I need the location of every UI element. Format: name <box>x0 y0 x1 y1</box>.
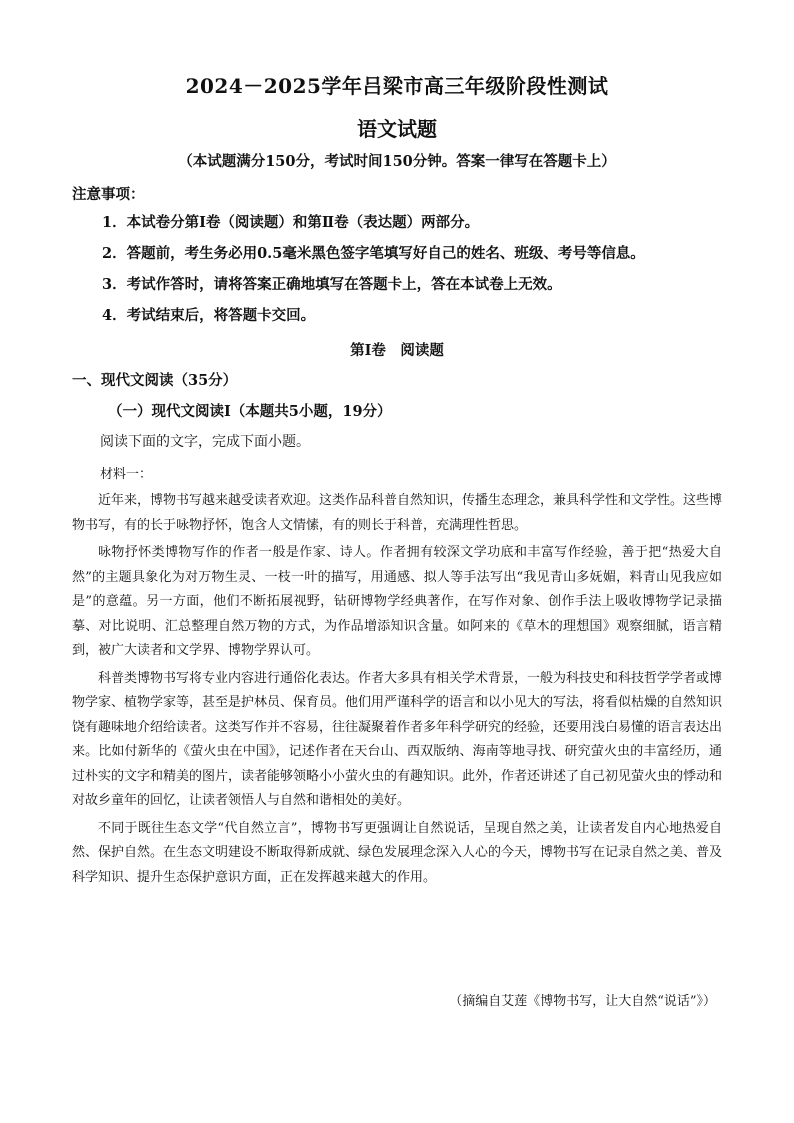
exam-title: 2024－2025学年吕梁市高三年级阶段性测试 <box>185 74 609 98</box>
notice-item: 4．考试结束后，将答题卡交回。 <box>102 307 316 324</box>
paragraph: 科普类博物书写将专业内容进行通俗化表达。作者大多具有相关学术背景，一般为科技史和科技哲学学者或博物学家、植物学家等，甚至是护林员、保育员。他们用严谨科学的语言和以小见大的写法，将看似枯燥的自然知识饶有趣味地介绍给读者。这类写作并不容易，往往凝聚着作者多年科学研究的经验，还要用浅白易懂的语言表达出来。比如付新华的《萤火虫在中国》，记述作者在天台山、西双版纳、海南等地寻找、研究萤火虫的丰富经历，通过朴实的文字和精美的图片，读者能够领略小小萤火虫的有趣知识。此外，作者还讲述了自己初见萤火虫的悸动和对故乡童年的回忆，让读者领悟人与自然和谐相处的美好。 <box>72 670 723 808</box>
section-heading: 第Ⅰ卷 阅读题 <box>350 342 444 359</box>
material-body <box>72 489 722 893</box>
reading-instruction: 阅读下面的文字，完成下面小题。 <box>100 434 310 450</box>
part-heading: 一、现代文阅读（35分） <box>72 372 238 389</box>
material-label: 材料一： <box>100 467 153 482</box>
exam-note: （本试题满分150分，考试时间150分钟。答案一律写在答题卡上） <box>178 153 616 170</box>
paragraph: 近年来，博物书写越来越受读者欢迎。这类作品科普自然知识，传播生态理念，兼具科学性和文学性。这些博物书写，有的长于咏物抒怀，饱含人文情愫，有的则长于科普，充满理性哲思。 <box>72 493 723 533</box>
paragraph: 咏物抒怀类博物写作的作者一般是作家、诗人。作者拥有较深文学功底和丰富写作经验，善于把“热爱大自然”的主题具象化为对万物生灵、一枝一叶的描写，用通感、拟人等手法写出“我见青山多妩媚，料青山见我应如是”的意蕴。另一方面，他们不断拓展视野，钻研博物学经典著作，在写作对象、创作手法上吸收博物学记录描摹、对比说明、汇总整理自然万物的方式，为作品增添知识含量。如阿来的《草木的理想国》观察细腻，语言精到，被广大读者和文学界、博物学界认可。 <box>72 545 722 658</box>
paragraph: 不同于既往生态文学“代自然立言”，博物书写更强调让自然说话，呈现自然之美，让读者发自内心地热爱自然、保护自然。在生态文明建设不断取得新成就、绿色发展理念深入人心的今天，博物书写在记录自然之美、普及科学知识、提升生态保护意识方面，正在发挥越来越大的作用。 <box>72 820 723 885</box>
notice-list <box>102 213 742 337</box>
notice-item: 2．答题前，考生务必用0.5毫米黑色签字笔填写好自己的姓名、班级、考号等信息。 <box>102 245 645 262</box>
notice-item: 1．本试卷分第Ⅰ卷（阅读题）和第Ⅱ卷（表达题）两部分。 <box>102 214 480 231</box>
subpart-heading: （一）现代文阅读Ⅰ（本题共5小题，19分） <box>108 403 392 420</box>
notice-item: 3．考试作答时，请将答案正确地填写在答题卡上，答在本试卷上无效。 <box>102 276 562 293</box>
source-citation: （摘编自艾莲《博物书写，让大自然“说话”》） <box>449 994 716 1009</box>
exam-subject: 语文试题 <box>357 117 437 141</box>
notice-heading: 注意事项： <box>72 186 145 203</box>
